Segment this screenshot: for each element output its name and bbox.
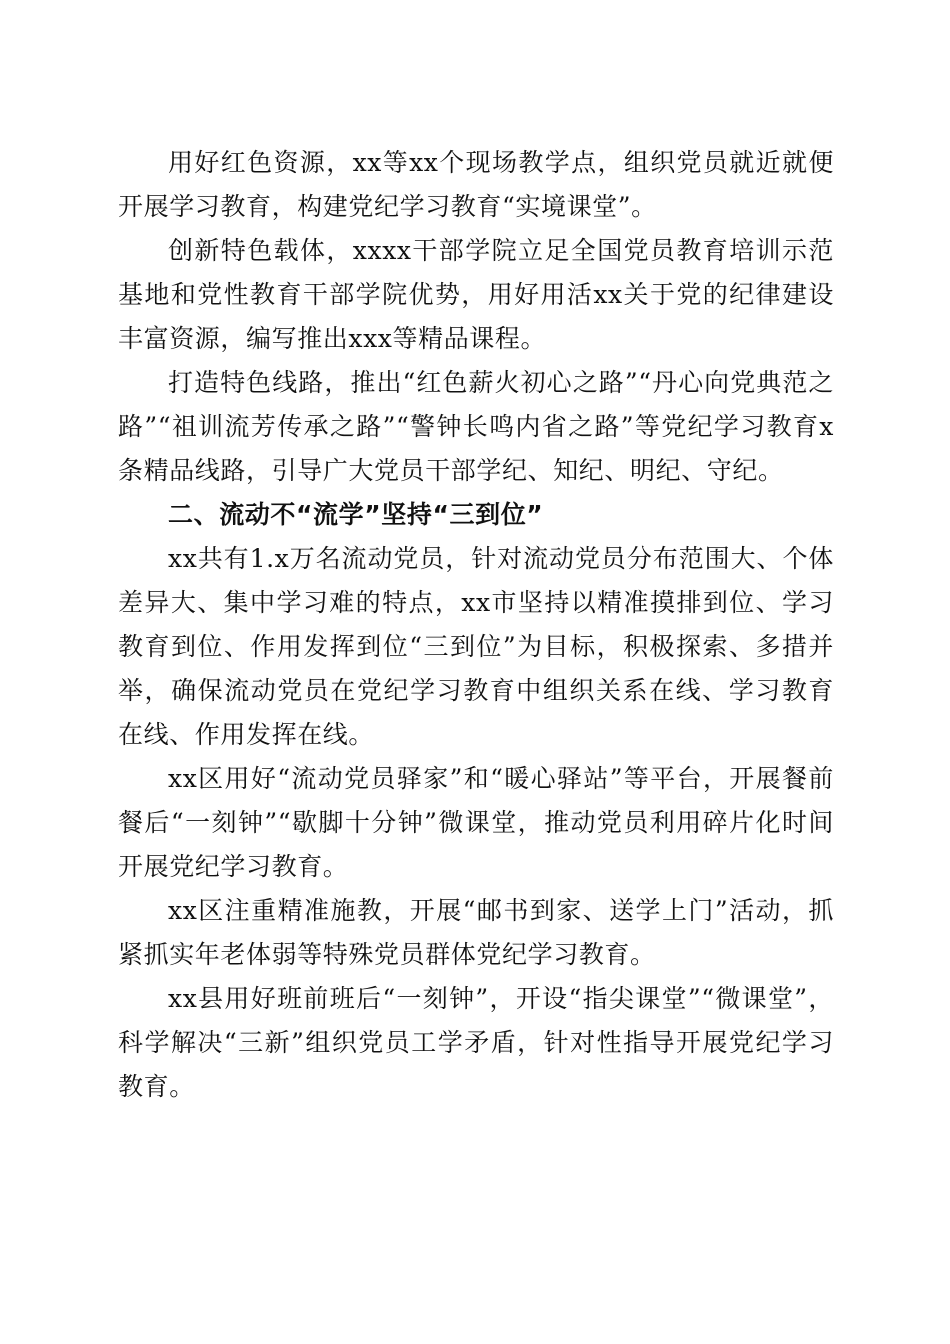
paragraph-district-platforms: xx区用好“流动党员驿家”和“暖心驿站”等平台，开展餐前餐后“一刻钟”“歇脚十分钟”微课堂，推动党员利用碎片化时间开展党纪学习教育。 — [118, 764, 834, 881]
paragraph-district-targeted: xx区注重精准施教，开展“邮书到家、送学上门”活动，抓紧抓实年老体弱等特殊党员群体党纪学习教育。 — [118, 896, 834, 969]
paragraph-special-routes: 打造特色线路，推出“红色薪火初心之路”“丹心向党典范之路”“祖训流芳传承之路”“警钟长鸣内省之路”等党纪学习教育x条精品线路，引导广大党员干部学纪、知纪、明纪、守纪。 — [118, 368, 834, 485]
paragraph-county-classroom: xx县用好班前班后“一刻钟”，开设“指尖课堂”“微课堂”，科学解决“三新”组织党员工学矛盾，针对性指导开展党纪学习教育。 — [118, 984, 834, 1101]
section-heading: 二、流动不“流学”坚持“三到位” — [168, 500, 544, 529]
paragraph-mobile-members: xx共有1.x万名流动党员，针对流动党员分布范围大、个体差异大、集中学习难的特点，xx市坚持以精准摸排到位、学习教育到位、作用发挥到位“三到位”为目标，积极探索、多措并举，确保流动党员在党纪学习教育中组织关系在线、学习教育在线、作用发挥在线。 — [118, 544, 834, 749]
document-body — [118, 141, 834, 1109]
paragraph-red-resources: 用好红色资源，xx等xx个现场教学点，组织党员就近就便开展学习教育，构建党纪学习教育“实境课堂”。 — [118, 148, 834, 221]
paragraph-special-carriers: 创新特色载体，xxxx干部学院立足全国党员教育培训示范基地和党性教育干部学院优势，用好用活xx关于党的纪律建设丰富资源，编写推出xxx等精品课程。 — [118, 236, 834, 353]
